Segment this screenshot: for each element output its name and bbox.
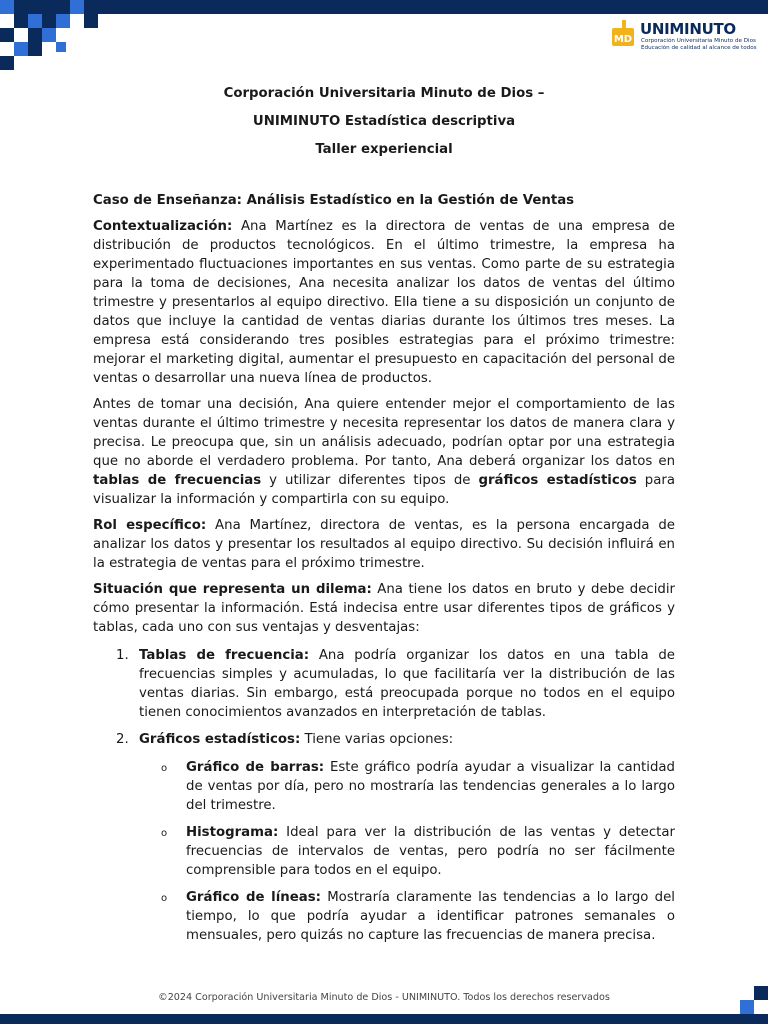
logo-mark-text: MD <box>613 34 633 45</box>
footer-decoration <box>740 1000 754 1014</box>
uniminuto-logo <box>610 18 760 52</box>
context-paragraph <box>93 217 675 388</box>
dilemma-text: Ana tiene los datos en bruto y debe decidir cómo presentar la información. Está indecisa entre usar diferentes tipos de gráficos y tablas, cada uno con sus ventajas y desventajas: <box>93 582 675 635</box>
para2-bold-b: gráficos estadísticos <box>478 473 637 488</box>
logo-name: UNIMINUTO <box>640 20 736 38</box>
sublist-item-label: Histograma: <box>186 825 279 840</box>
sublist-item-text: Mostraría claramente las tendencias a lo largo del tiempo, lo que podría ayudar a identificar patrones semanales o mensuales, pero quizás no capture las frecuencias de manera precisa. <box>186 890 675 943</box>
title-line-1: Corporación Universitaria Minuto de Dios – <box>223 86 545 101</box>
list-item <box>93 646 675 722</box>
para2-text-b: y utilizar diferentes tipos de <box>261 473 479 488</box>
bullet-icon: o <box>161 893 168 904</box>
sublist-item-text: Ideal para ver la distribución de las ventas y detectar frecuencias de intervalos de ventas, pero podría no ser fácilmente comprensible para todos en el equipo. <box>186 825 675 878</box>
sublist-item-label: Gráfico de barras: <box>186 760 325 775</box>
para2-text-a: Antes de tomar una decisión, Ana quiere entender mejor el comportamiento de las ventas durante el último trimestre y necesita representar los datos de manera clara y precisa. Le preocupa que, sin un análisis adecuado, podrían optar por una estrategia que no aborde el verdadero problema. Por tanto, Ana deberá organizar los datos en <box>93 397 675 469</box>
dilemma-label: Situación que representa un dilema: <box>93 582 372 597</box>
footer-band <box>0 1014 768 1024</box>
role-label: Rol específico: <box>93 518 207 533</box>
document-body <box>93 84 675 953</box>
sublist-item-text: Este gráfico podría ayudar a visualizar la cantidad de ventas por día, pero no mostraría las tendencias generales a lo largo del trimestre. <box>186 760 675 813</box>
list-item-text: Ana podría organizar los datos en una tabla de frecuencias simples y acumuladas, lo que facilitaría ver la distribución de las ventas diarias. Sin embargo, está preocupada porque no todos en el equipo tienen conocimientos avanzados en interpretación de tablas. <box>139 648 675 720</box>
footer-copyright: ©2024 Corporación Universitaria Minuto de Dios - UNIMINUTO. Todos los derechos reservados <box>158 992 610 1003</box>
intro-paragraph <box>93 395 675 509</box>
title-line-2: UNIMINUTO Estadística descriptiva <box>252 114 516 129</box>
sublist-item <box>93 888 675 945</box>
header-mosaic-decoration <box>0 0 120 80</box>
bullet-icon: o <box>161 828 168 839</box>
logo-tagline-1: Corporación Universitaria Minuto de Dios <box>641 38 756 44</box>
dilemma-paragraph <box>93 580 675 637</box>
title-line-3: Taller experiencial <box>315 142 453 157</box>
sublist-item <box>93 823 675 880</box>
sublist-item-label: Gráfico de líneas: <box>186 890 321 905</box>
list-number: 2. <box>116 732 129 747</box>
para2-text-c: para visualizar la información y compartirla con su equipo. <box>93 473 675 507</box>
footer-decoration <box>754 986 768 1000</box>
bullet-icon: o <box>161 763 168 774</box>
options-list <box>93 646 675 749</box>
list-item-text: Tiene varias opciones: <box>300 732 454 747</box>
sublist-item <box>93 758 675 815</box>
role-paragraph <box>93 516 675 573</box>
context-text: Ana Martínez es la directora de ventas de una empresa de distribución de productos tecnológicos. En el último trimestre, la empresa ha experimentado fluctuaciones importantes en sus ventas. Como parte de su estrategia para la toma de decisiones, Ana necesita analizar los datos de ventas del último trimestre y presentarlos al equipo directivo. Ella tiene a su disposición un conjunto de datos que incluye la cantidad de ventas diarias durante los últimos tres meses. La empresa está considerando tres posibles estrategias para el próximo trimestre: mejorar el marketing digital, aumentar el presupuesto en capacitación del personal de ventas o desarrollar una nueva línea de productos. <box>93 219 675 386</box>
list-item-label: Gráficos estadísticos: <box>139 732 301 747</box>
role-text: Ana Martínez, directora de ventas, es la persona encargada de analizar los datos y presentar los resultados al equipo directivo. Su decisión influirá en la estrategia de ventas para el próximo trimestre. <box>93 518 675 571</box>
list-item <box>93 730 675 749</box>
para2-bold-a: tablas de frecuencias <box>93 473 262 488</box>
logo-tagline-2: Educación de calidad al alcance de todos <box>641 45 757 51</box>
list-number: 1. <box>116 648 129 663</box>
case-title: Caso de Enseñanza: Análisis Estadístico en la Gestión de Ventas <box>93 193 575 208</box>
logo-mark-icon <box>610 18 638 48</box>
list-item-label: Tablas de frecuencia: <box>139 648 310 663</box>
context-label: Contextualización: <box>93 219 233 234</box>
chart-options-sublist <box>93 758 675 945</box>
